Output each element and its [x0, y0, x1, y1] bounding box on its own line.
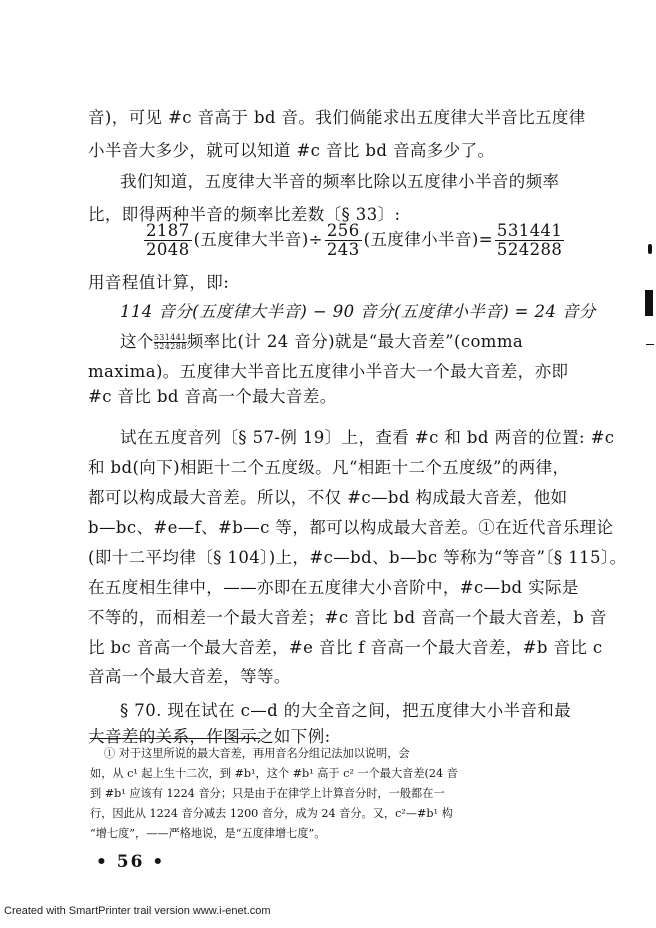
body-line: 音)，可见 #c 音高于 bd 音。我们倘能求出五度律大半音比五度律 [88, 108, 586, 127]
scan-edge-mark [645, 290, 653, 316]
scan-edge-mark [648, 244, 652, 254]
body-line: b—bc、#e—f、#b—c 等，都可以构成最大音差。①在近代音乐理论 [88, 518, 614, 537]
footnote-line: 如，从 c¹ 起上生十二次，到 #b¹，这个 #b¹ 高于 c² 一个最大音差(24 音 [90, 767, 458, 780]
fraction: $\frac{256}{243}$ [326, 221, 360, 259]
body-line: (即十二平均律〔§ 104〕)上，#c—bd、b—bc 等称为“等音”〔§ 115〕。 [88, 548, 627, 567]
body-line: 大音差的关系，作图示之如下例: [88, 727, 331, 746]
watermark-credit: Created with SmartPrinter trail version www.i-enet.com [4, 905, 271, 917]
cents-equation: 114 音分(五度律大半音) − 90 音分(五度律小半音) = 24 音分 [120, 302, 596, 321]
page-number: • 56 • [96, 852, 166, 872]
body-line: 音高一个最大音差，等等。 [88, 667, 291, 686]
body-line: 都可以构成最大音差。所以，不仅 #c—bd 构成最大音差，他如 [88, 488, 568, 507]
body-line: maxima)。五度律大半音比五度律小半音大一个最大音差，亦即 [88, 362, 569, 381]
scan-edge-mark [646, 344, 654, 345]
body-line: 试在五度音列〔§ 57-例 19〕上，查看 #c 和 bd 两音的位置: #c [120, 428, 615, 447]
footnote-line: “增七度”，——严格地说，是“五度律增七度”。 [90, 827, 326, 840]
body-line: 不等的，而相差一个最大音差；#c 音比 bd 音高一个最大音差，b 音 [88, 608, 607, 627]
body-line: 我们知道，五度律大半音的频率比除以五度律小半音的频率 [120, 172, 560, 191]
section-heading-line: § 70. 现在试在 c—d 的大全音之间，把五度律大小半音和最 [120, 701, 572, 720]
body-line: 比，即得两种半音的频率比差数〔§ 33〕: [88, 205, 401, 224]
footnote-line: ① 对于这里所说的最大音差，再用音名分组记法加以说明，会 [104, 747, 410, 760]
body-line: 用音程值计算，即: [88, 273, 230, 292]
ratio-equation: $\frac{2187}{2048}$ (五度律大半音)÷ $\frac{256}{243}$ (五度律小半音)= $\frac{531441}{524288}$ [146, 221, 563, 259]
body-line: 在五度相生律中，——亦即在五度律大小音阶中，#c—bd 实际是 [88, 578, 579, 597]
small-fraction: $\frac{531441}{524288}$ [153, 333, 187, 351]
fraction: $\frac{2187}{2048}$ [146, 221, 190, 259]
footnote-line: 行，因此从 1224 音分减去 1200 音分，成为 24 音分。又，c²—#b¹ 构 [90, 807, 453, 820]
body-line: 这个 $\frac{531441}{524288}$ 频率比(计 24 音分)就是“最大音差”(comma [120, 332, 524, 351]
fraction: $\frac{531441}{524288}$ [496, 221, 563, 259]
body-line: 比 bc 音高一个最大音差，#e 音比 f 音高一个最大音差，#b 音比 c [88, 638, 603, 657]
footnote-line: 到 #b¹ 应该有 1224 音分；只是由于在律学上计算音分时，一般都在一 [90, 787, 445, 800]
body-line: #c 音比 bd 音高一个最大音差。 [88, 387, 337, 406]
body-line: 小半音大多少，就可以知道 #c 音比 bd 音高多少了。 [88, 141, 495, 160]
body-line: 和 bd(向下)相距十二个五度级。凡“相距十二个五度级”的两律， [88, 458, 570, 477]
footnote-rule [90, 738, 260, 739]
